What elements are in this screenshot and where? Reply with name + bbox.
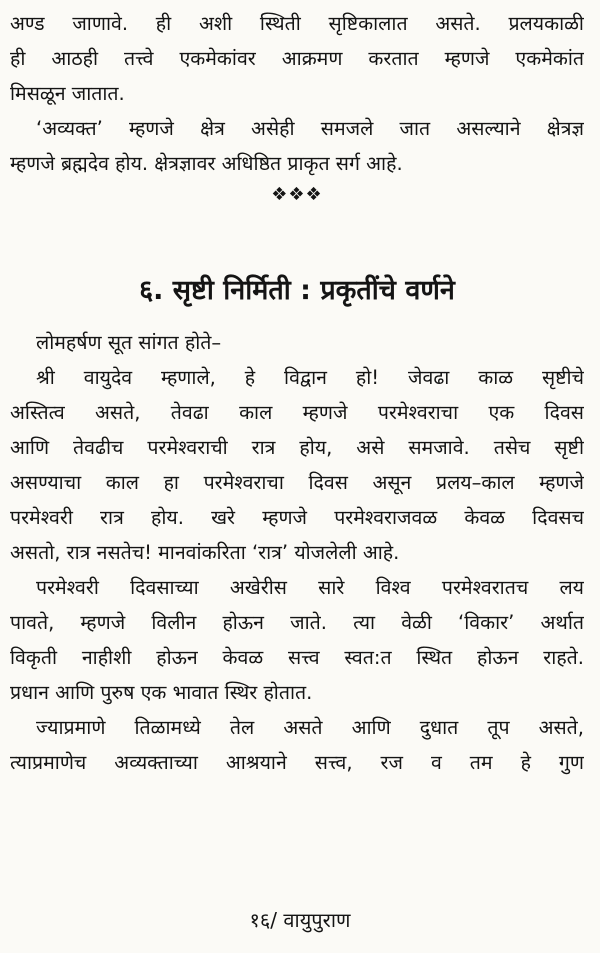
text-line: मिसळून जातात. (10, 82, 125, 105)
paragraph-narrator (10, 325, 584, 360)
text-line: लोमहर्षण सूत सांगत होते– (36, 331, 222, 354)
text-line: असण्याचा काल हा परमेश्वराचा दिवस असून प्रलय–काल म्हणजे (10, 471, 584, 494)
text-line: म्हणजे ब्रह्मदेव होय. क्षेत्रज्ञावर अधिष्ठित प्राकृत सर्ग आहे. (10, 152, 403, 175)
text-line: श्री वायुदेव म्हणाले, हे विद्वान हो! जेवढा काळ सृष्टीचे (36, 366, 584, 389)
text-line: त्याप्रमाणेच अव्यक्ताच्या आश्रयाने सत्त्व, रज व तम हे गुण (10, 751, 584, 774)
text-line: प्रधान आणि पुरुष एक भावात स्थिर होतात. (10, 681, 313, 704)
text-line: अण्ड जाणावे. ही अशी स्थिती सृष्टिकालात असते. प्रलयकाळी (10, 12, 584, 35)
text-line: ज्याप्रमाणे तिळामध्ये तेल असते आणि दुधात तूप असते, (36, 716, 584, 739)
chapter-title: ६. सृष्टी निर्मिती : प्रकृतींचे वर्णने (139, 275, 455, 306)
text-line: ही आठही तत्त्वे एकमेकांवर आक्रमण करतात म्हणजे एकमेकांत (10, 47, 584, 70)
paragraph-avyakta (10, 111, 584, 181)
text-line: अस्तित्व असते, तेवढा काल म्हणजे परमेश्वराचा एक दिवस (10, 401, 584, 424)
text-line: ‘अव्यक्त’ म्हणजे क्षेत्र असेही समजले जात असल्याने क्षेत्रज्ञ (36, 117, 584, 140)
text-line: परमेश्वरी रात्र होय. खरे म्हणजे परमेश्वराजवळ केवळ दिवसच (10, 506, 584, 529)
text-line: विकृती नाहीशी होऊन केवळ सत्त्व स्वत:त स्थित होऊन राहते. (10, 646, 584, 669)
text-line: पावते, म्हणजे विलीन होऊन जाते. त्या वेळी ‘विकार’ अर्थात (10, 611, 584, 634)
paragraph-vayu-speech (10, 360, 584, 570)
text-line: परमेश्वरी दिवसाच्या अखेरीस सारे विश्व परमेश्वरातच लय (36, 576, 584, 599)
text-line: आणि तेवढीच परमेश्वराची रात्र होय, असे समजावे. तसेच सृष्टी (10, 436, 584, 459)
text-line: असतो, रात्र नसतेच! मानवांकरिता ‘रात्र’ योजलेली आहे. (10, 541, 400, 564)
paragraph-intro (10, 6, 584, 111)
paragraph-divine-day (10, 570, 584, 710)
paragraph-sesame (10, 710, 584, 780)
section-ornament-icon: ❖❖❖ (271, 184, 323, 205)
page-footer: १६/ वायुपुराण (249, 908, 351, 932)
